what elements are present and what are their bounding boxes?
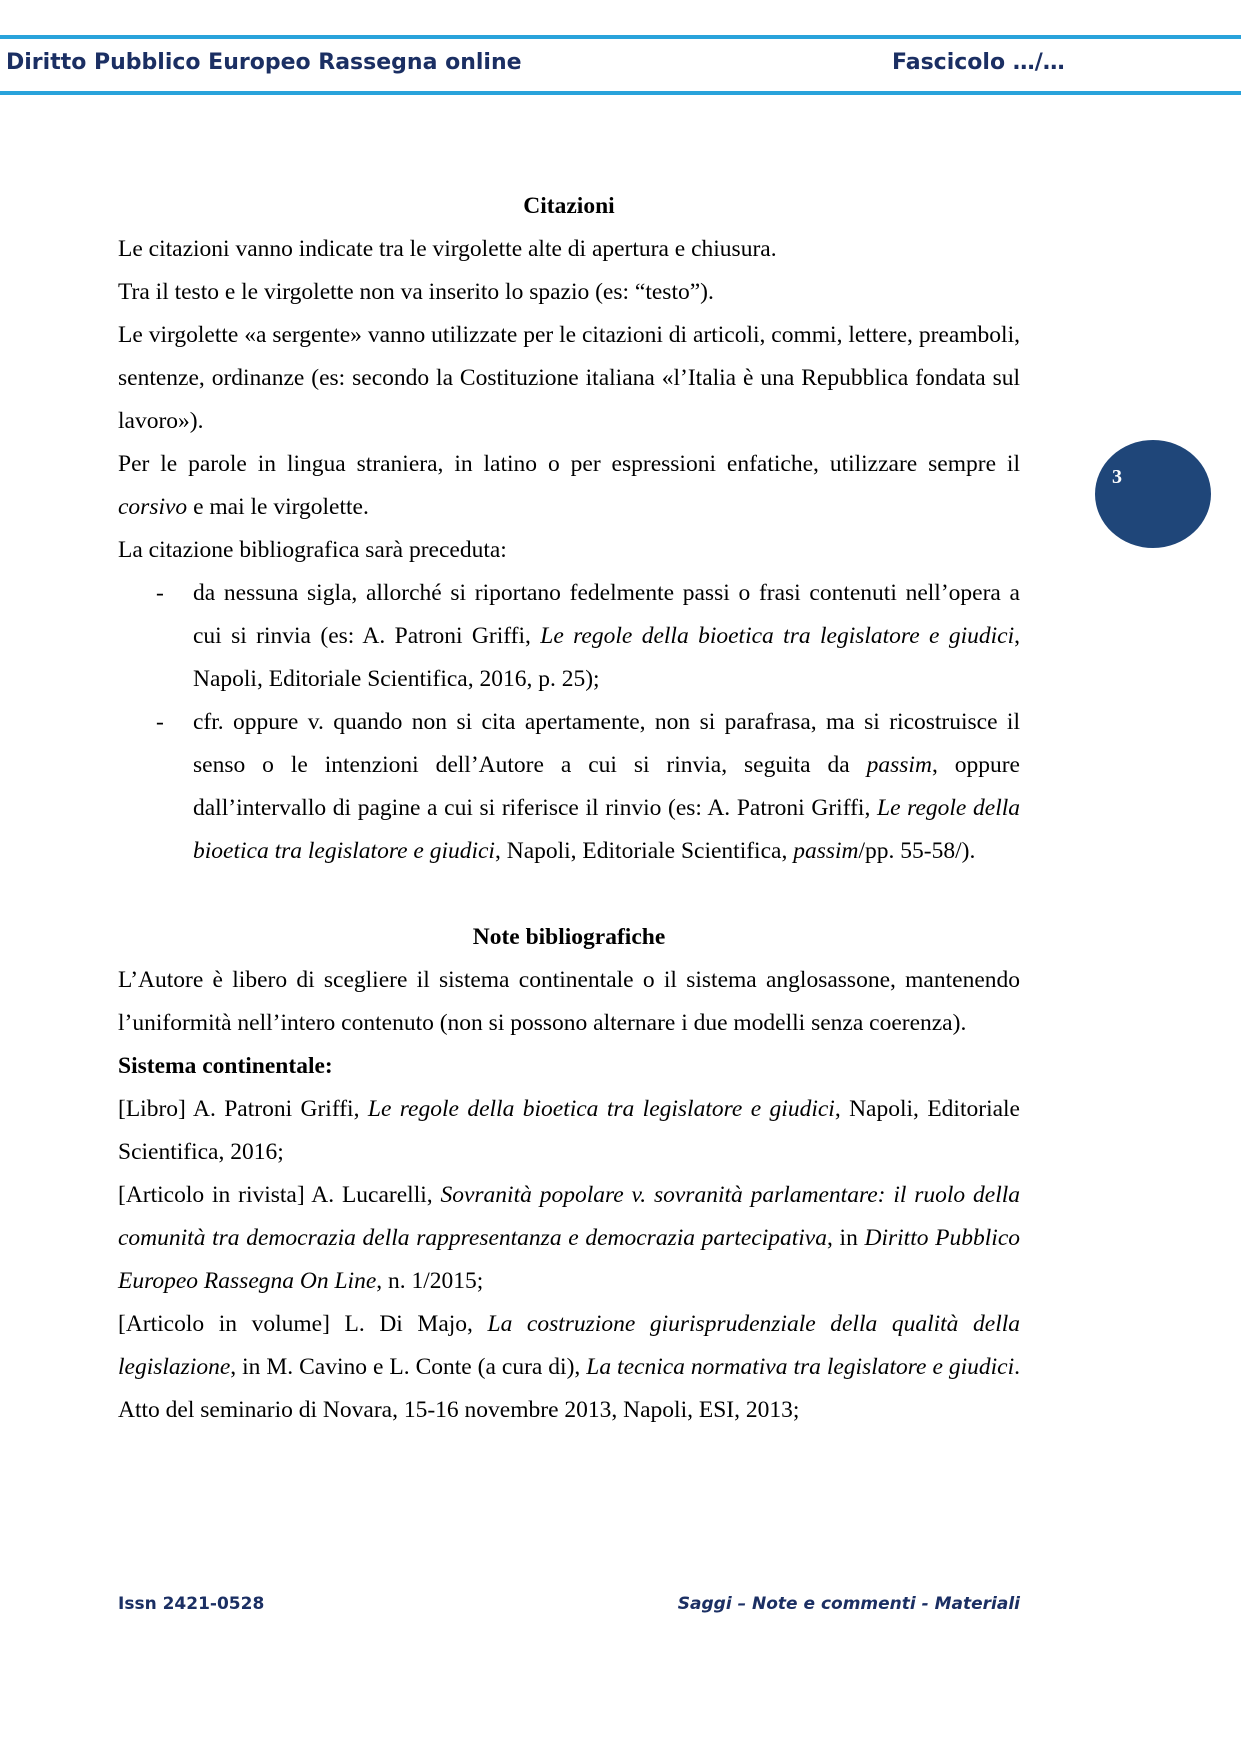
text-run: , oppure dall’intervallo di pagine a cui si riferisce il rinvio (es: A. Patroni Griffi,	[193, 752, 1020, 821]
paragraph: Tra il testo e le virgolette non va inserito lo spazio (es: “testo”).	[118, 279, 714, 305]
paragraph: L’Autore è libero di scegliere il sistema continentale o il sistema anglosassone, mantenendo l’uniformità nell’intero contenuto (non si possono alternare i due modelli senza coerenza).	[118, 967, 1020, 1036]
italic-run: Le regole della bioetica tra legislatore e giudici	[193, 795, 1021, 864]
journal-title: Diritto Pubblico Europeo Rassegna online	[6, 50, 522, 75]
page-number: 3	[1112, 466, 1122, 488]
citation-list	[118, 572, 1020, 873]
issue-label: Fascicolo …/…	[892, 50, 1065, 75]
italic-run: Le regole della bioetica tra legislatore e giudici	[367, 1096, 835, 1122]
text-run: [Libro] A. Patroni Griffi,	[118, 1096, 368, 1122]
text-run: , Napoli, Editoriale Scientifica,	[494, 838, 794, 864]
text-run: , in	[826, 1225, 865, 1251]
list-item	[118, 701, 1020, 873]
document-body	[118, 185, 1020, 1432]
section-heading-note: Note bibliografiche	[472, 924, 666, 950]
text-run: [Articolo in volume] L. Di Majo,	[118, 1311, 488, 1337]
dash-bullet: -	[156, 709, 164, 735]
subheading-sistema-continentale: Sistema continentale:	[118, 1053, 333, 1079]
text-run: [Articolo in rivista] A. Lucarelli,	[118, 1182, 441, 1208]
text-run: cfr. oppure v. quando non si cita apertamente, non si parafrasa, ma si ricostruisce il senso o le intenzioni dell’Autore a cui si rinvia, seguita da	[193, 709, 1020, 778]
reference-libro	[118, 1088, 1020, 1174]
text-run: e mai le virgolette.	[187, 494, 369, 520]
list-item	[118, 572, 1020, 701]
header-top-rule	[0, 35, 1241, 39]
text-run: , in M. Cavino e L. Conte (a cura di),	[230, 1354, 587, 1380]
paragraph	[118, 443, 1020, 529]
text-run: . Atto del seminario di Novara, 15-16 novembre 2013, Napoli, ESI, 2013;	[118, 1354, 1021, 1423]
italic-run: passim	[866, 752, 932, 778]
italic-run: La costruzione giurisprudenziale della qualità della legislazione	[118, 1311, 1021, 1380]
section-heading-citazioni: Citazioni	[523, 193, 615, 219]
text-run: , n. 1/2015;	[376, 1268, 484, 1294]
paragraph: La citazione bibliografica sarà preceduta:	[118, 537, 507, 563]
text-run: , Napoli, Editoriale Scientifica, 2016, p. 25);	[193, 623, 1020, 692]
reference-articolo-volume	[118, 1303, 1020, 1432]
paragraph: Le citazioni vanno indicate tra le virgolette alte di apertura e chiusura.	[118, 236, 777, 262]
paragraph: Le virgolette «a sergente» vanno utilizzate per le citazioni di articoli, commi, lettere, preamboli, sentenze, ordinanze (es: secondo la Costituzione italiana «l’Italia è una Repubblica fondata sul lavoro»).	[118, 322, 1020, 434]
reference-articolo-rivista	[118, 1174, 1020, 1303]
text-run: Per le parole in lingua straniera, in latino o per espressioni enfatiche, utilizzare sempre il	[118, 451, 1020, 477]
page-number-badge	[1095, 440, 1211, 548]
italic-run: corsivo	[118, 494, 188, 520]
footer-issn: Issn 2421-0528	[118, 1594, 265, 1614]
italic-run: passim	[793, 838, 859, 864]
dash-bullet: -	[156, 580, 164, 606]
text-run: da nessuna sigla, allorché si riportano fedelmente passi o frasi contenuti nell’opera a cui si rinvia (es: A. Patroni Griffi,	[193, 580, 1020, 649]
italic-run: La tecnica normativa tra legislatore e giudici	[586, 1354, 1015, 1380]
footer-sections: Saggi – Note e commenti - Materiali	[677, 1594, 1020, 1614]
italic-run: Sovranità popolare v. sovranità parlamentare: il ruolo della comunità tra democrazia della rappresentanza e democrazia partecipativa	[118, 1182, 1021, 1251]
italic-run: Diritto Pubblico Europeo Rassegna On Line	[118, 1225, 1021, 1294]
italic-run: Le regole della bioetica tra legislatore e giudici	[540, 623, 1015, 649]
text-run: /pp. 55-58/).	[858, 838, 976, 864]
header-bottom-rule	[0, 91, 1241, 95]
text-run: , Napoli, Editoriale Scientifica, 2016;	[118, 1096, 1020, 1165]
